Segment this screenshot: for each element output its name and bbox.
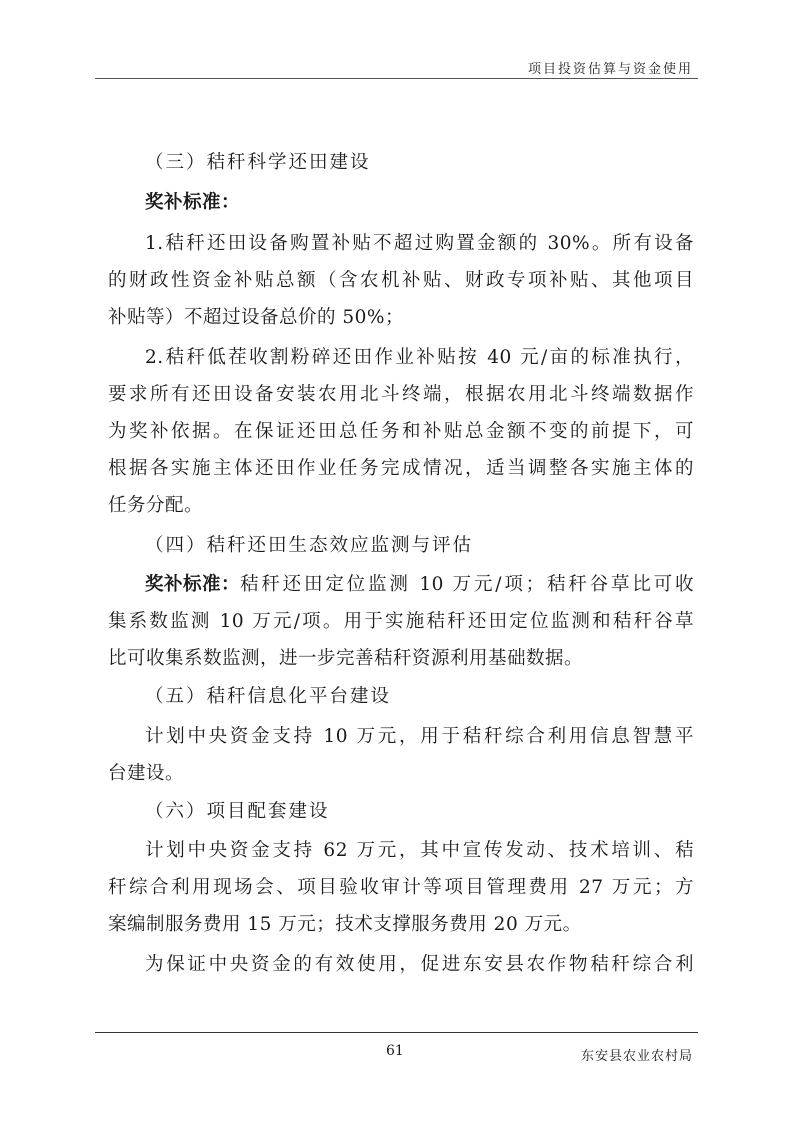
page-header-title: 项目投资估算与资金使用	[527, 62, 693, 77]
paragraph-line: 案编制服务费用 15 万元；技术支撑服务费用 20 万元。	[108, 914, 582, 935]
page-number: 61	[386, 1043, 404, 1059]
paragraph-line: 要求所有还田设备安装农用北斗终端，根据农用北斗终端数据作	[108, 384, 694, 405]
paragraph-line: 的财政性资金补贴总额（含农机补贴、财政专项补贴、其他项目	[108, 270, 694, 291]
section5-heading: （五）秸秆信息化平台建设	[145, 686, 392, 707]
paragraph-line: 计划中央资金支持 10 万元，用于秸秆综合利用信息智慧平	[145, 726, 694, 747]
footer-rule	[95, 1032, 698, 1033]
paragraph-line: 台建设。	[108, 763, 185, 784]
section4-first-text: 秸秆还田定位监测 10 万元/项；秸秆谷草比可收	[240, 574, 694, 595]
paragraph-line: 为保证中央资金的有效使用，促进东安县农作物秸秆综合利	[145, 954, 694, 975]
paragraph-line: 2.秸秆低茬收割粉碎还田作业补贴按 40 元/亩的标准执行，	[145, 347, 694, 368]
paragraph-line: 根据各实施主体还田作业任务完成情况，适当调整各实施主体的	[108, 458, 694, 479]
paragraph-line: 集系数监测 10 万元/项。用于实施秸秆还田定位监测和秸秆谷草	[108, 611, 694, 632]
paragraph-line: 补贴等）不超过设备总价的 50%；	[108, 307, 405, 328]
section4-first-line	[108, 572, 694, 598]
paragraph-line: 计划中央资金支持 62 万元，其中宣传发动、技术培训、秸	[145, 840, 694, 861]
paragraph-line: 1.秸秆还田设备购置补贴不超过购置金额的 30%。所有设备	[145, 233, 694, 254]
footer-organization: 东安县农业农村局	[580, 1049, 693, 1064]
paragraph-line: 为奖补依据。在保证还田总任务和补贴总金额不变的前提下，可	[108, 421, 694, 442]
section4-standard-label: 奖补标准：	[145, 574, 241, 595]
paragraph-line: 秆综合利用现场会、项目验收审计等项目管理费用 27 万元；方	[108, 877, 694, 898]
paragraph-line: 比可收集系数监测，进一步完善秸秆资源利用基础数据。	[108, 648, 584, 669]
section3-heading: （三）秸秆科学还田建设	[145, 152, 371, 173]
paragraph-line: 任务分配。	[108, 495, 204, 516]
section6-heading: （六）项目配套建设	[145, 801, 330, 822]
section4-heading: （四）秸秆还田生态效应监测与评估	[145, 535, 474, 556]
section3-standard-label: 奖补标准：	[145, 192, 241, 213]
header-rule	[95, 78, 698, 79]
